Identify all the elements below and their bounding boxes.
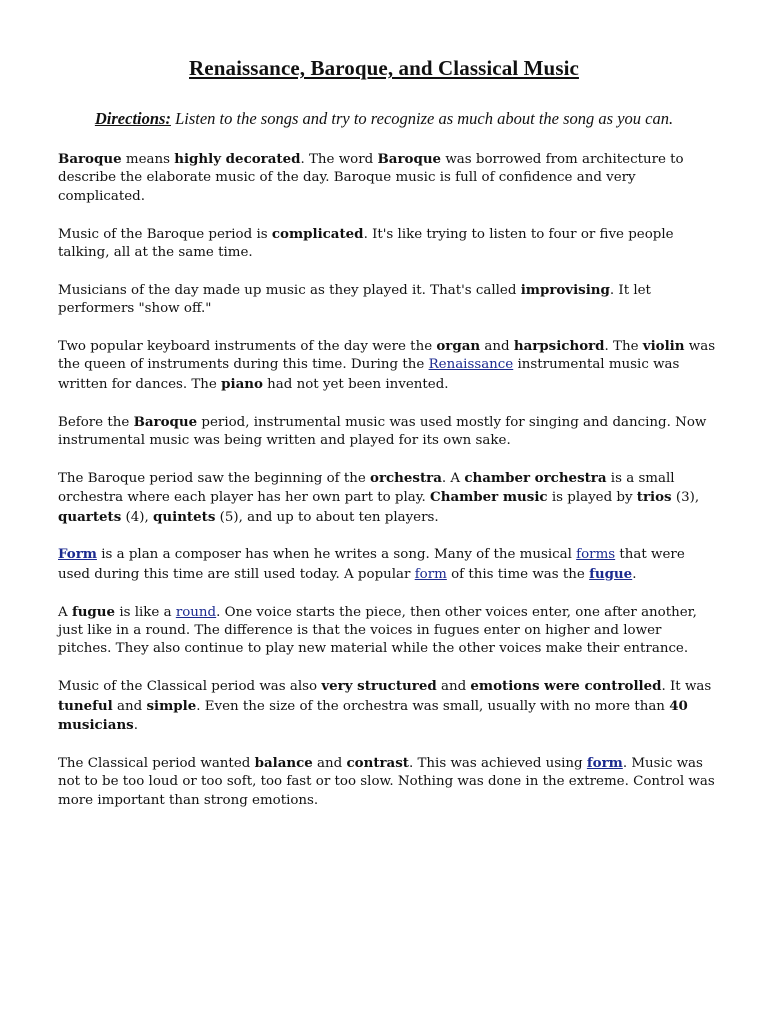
directions [0,109,768,129]
link-renaissance[interactable]: Renaissance [428,357,514,373]
bold-term: quartets [58,508,122,525]
paragraph [58,413,718,451]
text-run: Music of the Classical period was also [58,679,322,695]
link-form[interactable]: Form [58,546,97,563]
paragraph [58,754,718,810]
text-run: The Classical period wanted [58,755,255,771]
bold-term: trios [636,489,672,506]
bold-term: organ [436,338,481,355]
link-forms[interactable]: forms [576,547,616,563]
bold-term: Baroque [58,151,122,167]
bold-term: 40 musicians [58,697,688,734]
text-run: was borrowed from architecture to describe the elaborate music of the day. Baroque music is full of confidence and very complicated. [58,152,684,204]
bold-term: tuneful [58,697,113,714]
link-round[interactable]: round [175,604,217,620]
text-run: had not yet been invented. [262,376,449,392]
bold-term: Chamber music [430,489,548,506]
bold-term: very structured [321,678,437,695]
text-run: . A [441,470,465,486]
text-run: Before the [58,414,134,430]
text-run: means [121,152,175,167]
text-run: . The [604,339,643,355]
text-run: and [112,698,147,714]
bold-term: simple [146,697,197,714]
body-text [58,150,718,828]
paragraph [58,545,718,584]
bold-term: improvising [520,281,610,298]
text-run: is a small orchestra where each player has her own part to play. [58,470,675,506]
bold-term: complicated [271,225,364,242]
bold-term: balance [254,754,313,771]
paragraph [58,281,718,319]
text-run: The Baroque period saw the beginning of the [58,470,371,486]
bold-term: highly decorated [174,151,301,167]
paragraph [58,150,718,206]
text-run: . [133,718,138,734]
bold-term: orchestra [370,469,442,486]
text-run: and [312,755,347,771]
bold-term: contrast [346,754,409,771]
text-run: and [480,339,514,355]
text-run: (3), [671,490,700,506]
text-run: and [436,679,471,695]
text-run: . One voice starts the piece, then other voices enter, one after another, just like in a round. The difference is that the voices in fugues enter on higher and lower pitches. They also continue to play new material while the other voices make their entrance. [58,604,697,657]
text-run: Musicians of the day made up music as they played it. That's called [58,282,521,298]
paragraph [58,603,718,659]
paragraph [58,677,718,735]
text-run: Two popular keyboard instruments of the day were the [58,339,437,355]
text-run: . It was [661,679,712,695]
bold-term: piano [221,375,263,392]
directions-label: Directions: [94,109,171,128]
text-run: A [58,604,72,620]
text-run: is like a [115,604,176,620]
paragraph [58,225,718,263]
text-run: . [632,566,637,582]
text-run: . It let performers "show off." [58,282,651,317]
bold-term: emotions were controlled [470,678,662,695]
text-run: . Music was not to be too loud or too soft, too fast or too slow. Nothing was done in the extreme. Control was more important than strong emotions. [58,755,715,808]
text-run: that were used during this time are still used today. A popular [58,547,685,582]
paragraph [58,469,718,527]
text-run: . Even the size of the orchestra was small, usually with no more than [196,698,670,714]
text-run: instrumental music was written for dances. The [58,357,680,392]
bold-term: violin [642,338,685,355]
bold-term: quintets [153,508,216,525]
bold-term: Baroque [133,413,198,430]
page-title: Renaissance, Baroque, and Classical Music [189,56,579,80]
text-run: (4), [121,509,154,525]
directions-text: Listen to the songs and try to recognize as much about the song as you can. [170,109,674,128]
bold-term: fugue [71,603,116,620]
text-run: Music of the Baroque period is [58,226,272,242]
bold-term: harpsichord [513,338,605,355]
link-form[interactable]: form [586,754,623,771]
link-fugue[interactable]: fugue [589,565,633,582]
text-run: . It's like trying to listen to four or five people talking, all at the same time. [58,226,674,261]
text-run: . The word [300,152,378,167]
link-form[interactable]: form [414,566,447,582]
text-run: (5), and up to about ten players. [215,509,439,525]
paragraph [58,337,718,394]
text-run: was the queen of instruments during this time. During the [58,339,716,373]
text-run: . This was achieved using [408,755,587,771]
text-run: of this time was the [446,566,590,582]
text-run: is played by [547,490,637,506]
text-run: period, instrumental music was used mostly for singing and dancing. Now instrumental music was being written and played for its own sake. [58,414,707,449]
bold-term: Baroque [377,151,442,167]
bold-term: chamber orchestra [464,469,607,486]
text-run: is a plan a composer has when he writes a song. Many of the musical [96,547,577,563]
